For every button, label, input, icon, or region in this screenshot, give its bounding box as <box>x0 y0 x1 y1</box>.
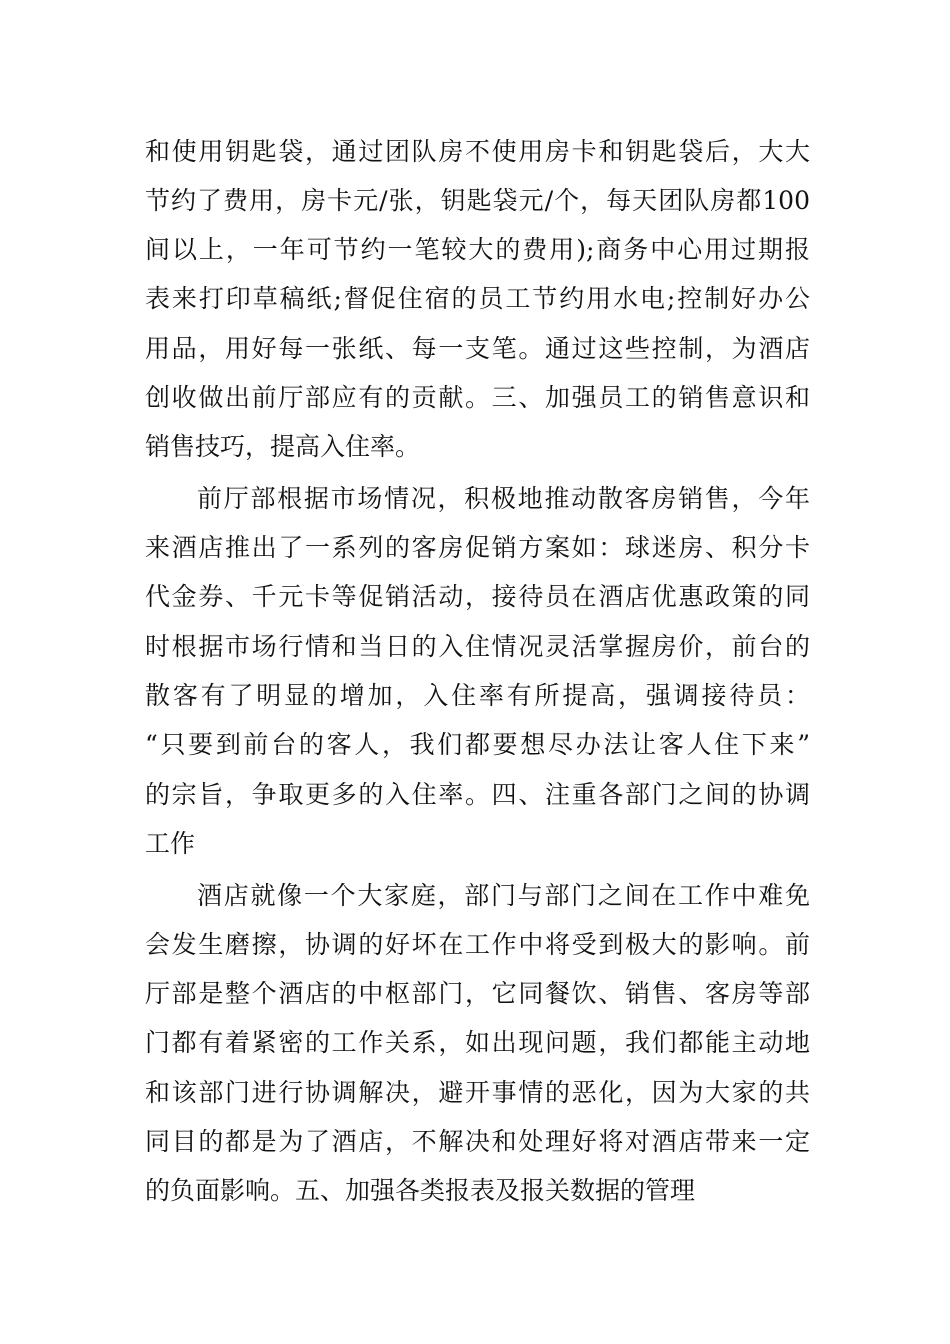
text-line: 来酒店推出了一系列的客房促销方案如：球迷房、积分卡 <box>145 533 810 562</box>
paragraph-first-line: 前厅部根据市场情况，积极地推动散客房销售，今年 <box>197 484 810 513</box>
text-line: 用品，用好每一张纸、每一支笔。通过这些控制，为酒店 <box>145 334 810 363</box>
text-line: 的负面影响。五、加强各类报表及报关数据的管理 <box>145 1176 696 1205</box>
text-line: 节约了费用，房卡元/张，钥匙袋元/个，每天团队房都100 <box>145 186 810 215</box>
text-line: 会发生磨擦，协调的好坏在工作中将受到极大的影响。前 <box>145 930 810 959</box>
text-line: 创收做出前厅部应有的贡献。三、加强员工的销售意识和 <box>145 383 810 412</box>
text-line: “只要到前台的客人，我们都要想尽办法让客人住下来” <box>145 730 810 759</box>
paragraph-first-line: 酒店就像一个大家庭，部门与部门之间在工作中难免 <box>197 881 810 910</box>
text-line: 厅部是整个酒店的中枢部门，它同餐饮、销售、客房等部 <box>145 979 810 1008</box>
text-line: 门都有着紧密的工作关系，如出现问题，我们都能主动地 <box>145 1028 810 1057</box>
text-line: 的宗旨，争取更多的入住率。四、注重各部门之间的协调 <box>145 780 810 809</box>
text-line: 和使用钥匙袋，通过团队房不使用房卡和钥匙袋后，大大 <box>145 137 810 166</box>
text-line: 销售技巧，提高入住率。 <box>145 432 421 461</box>
text-line: 时根据市场行情和当日的入住情况灵活掌握房价，前台的 <box>145 632 810 661</box>
text-line: 间以上，一年可节约一笔较大的费用);商务中心用过期报 <box>145 235 810 264</box>
text-line: 表来打印草稿纸;督促住宿的员工节约用水电;控制好办公 <box>145 284 810 313</box>
text-line: 同目的都是为了酒店，不解决和处理好将对酒店带来一定 <box>145 1127 810 1156</box>
text-line: 散客有了明显的增加，入住率有所提高，强调接待员： <box>145 681 810 710</box>
text-line: 代金券、千元卡等促销活动，接待员在酒店优惠政策的同 <box>145 582 810 611</box>
text-line: 工作 <box>145 829 196 858</box>
text-line: 和该部门进行协调解决，避开事情的恶化，因为大家的共 <box>145 1078 810 1107</box>
